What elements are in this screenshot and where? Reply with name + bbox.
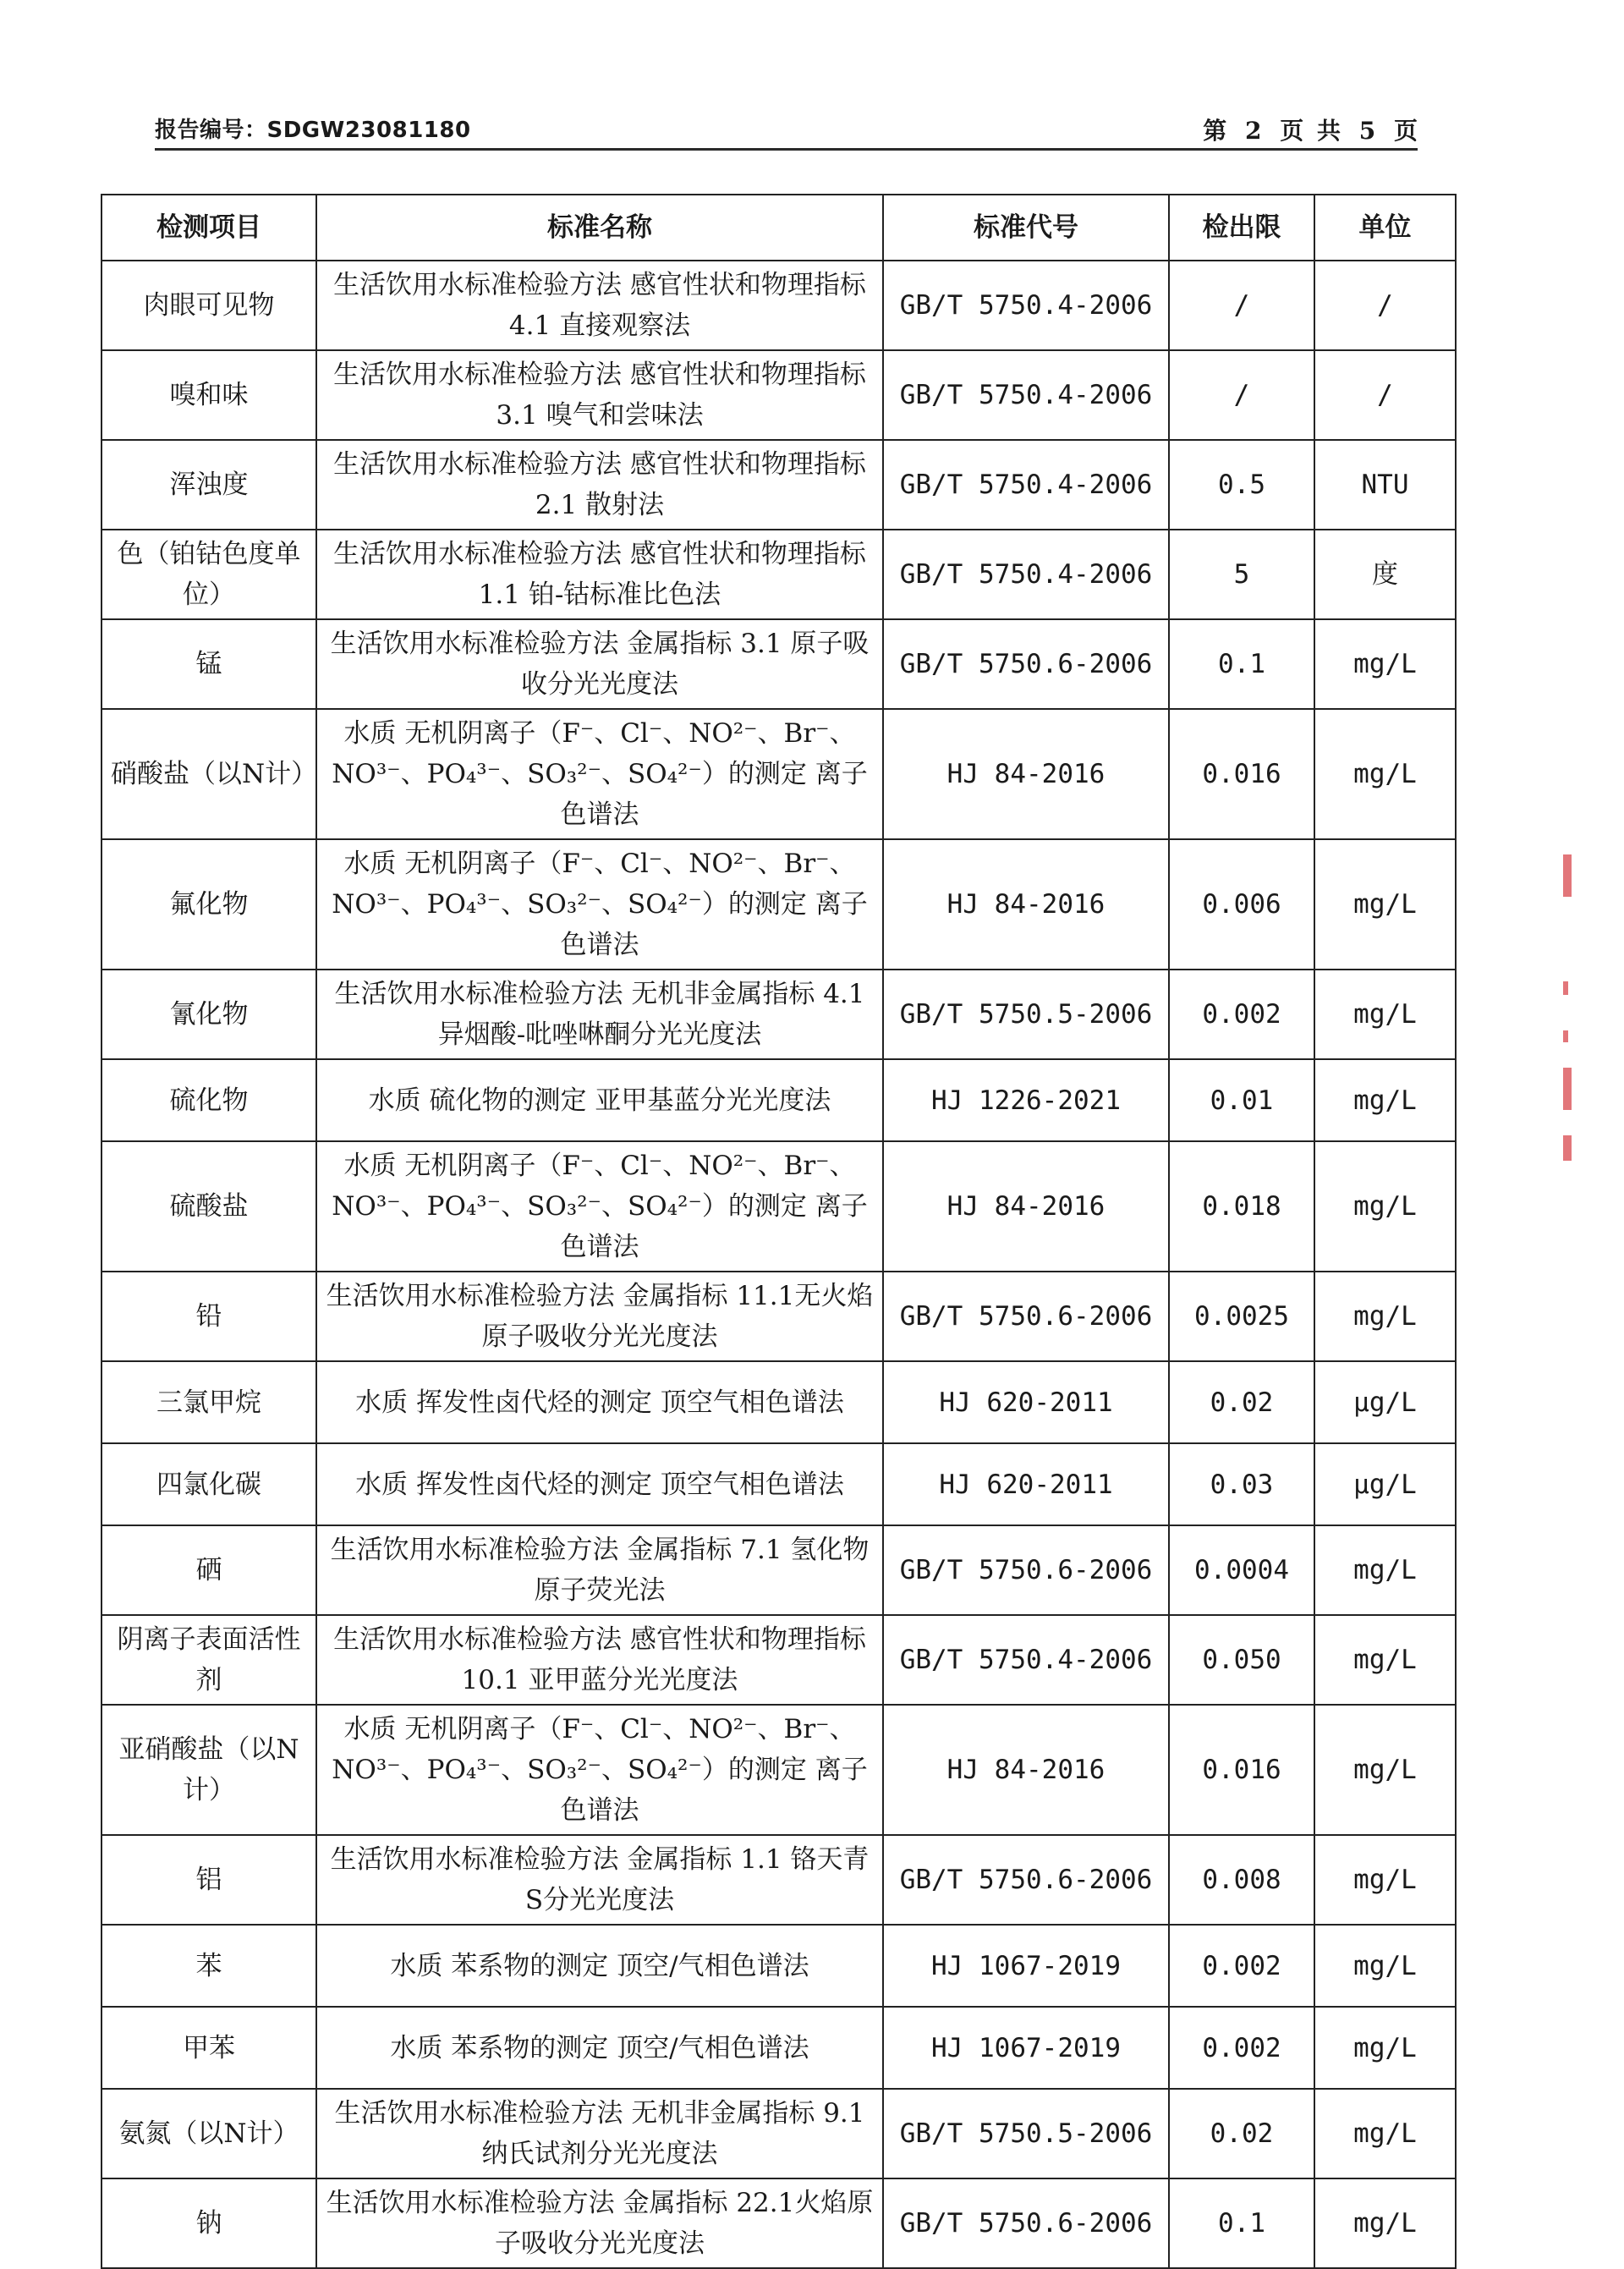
standard-code-cell: GB/T 5750.6-2006	[883, 619, 1169, 709]
unit-cell: mg/L	[1314, 2007, 1456, 2089]
test-item-cell: 三氯甲烷	[102, 1361, 316, 1443]
standard-code-cell: GB/T 5750.6-2006	[883, 1272, 1169, 1361]
detection-limit-cell: 0.03	[1169, 1443, 1314, 1525]
test-item-cell: 肉眼可见物	[102, 261, 316, 350]
table-row	[102, 619, 1456, 709]
detection-limit-cell: 0.1	[1169, 2178, 1314, 2268]
standard-code-cell: GB/T 5750.6-2006	[883, 2178, 1169, 2268]
unit-cell: mg/L	[1314, 970, 1456, 1059]
detection-limit-cell: 0.018	[1169, 1141, 1314, 1272]
test-item-cell: 铅	[102, 1272, 316, 1361]
table-row	[102, 1835, 1456, 1925]
standard-name-cell: 生活饮用水标准检验方法 金属指标 7.1 氢化物原子荧光法	[316, 1525, 883, 1615]
test-item-cell: 氨氮（以N计）	[102, 2089, 316, 2178]
standard-name-cell: 生活饮用水标准检验方法 金属指标 11.1无火焰原子吸收分光光度法	[316, 1272, 883, 1361]
standard-name-cell: 水质 挥发性卤代烃的测定 顶空气相色谱法	[316, 1443, 883, 1525]
unit-cell: NTU	[1314, 440, 1456, 530]
standard-name-cell: 水质 挥发性卤代烃的测定 顶空气相色谱法	[316, 1361, 883, 1443]
column-header: 检出限	[1169, 195, 1314, 261]
standard-code-cell: HJ 1226-2021	[883, 1059, 1169, 1141]
test-item-cell: 硫化物	[102, 1059, 316, 1141]
page-current: 2	[1245, 117, 1262, 145]
standard-name-cell: 生活饮用水标准检验方法 金属指标 3.1 原子吸收分光光度法	[316, 619, 883, 709]
seal-stamp-mark	[1563, 1030, 1568, 1042]
page-mid: 页 共	[1280, 117, 1341, 145]
detection-limit-cell: 0.008	[1169, 1835, 1314, 1925]
standard-name-cell: 水质 无机阴离子（F⁻、Cl⁻、NO²⁻、Br⁻、NO³⁻、PO₄³⁻、SO₃²⁻、SO₄²⁻）的测定 离子色谱法	[316, 709, 883, 839]
standard-code-cell: HJ 1067-2019	[883, 2007, 1169, 2089]
detection-limit-cell: 0.01	[1169, 1059, 1314, 1141]
test-item-cell: 铝	[102, 1835, 316, 1925]
standard-name-cell: 生活饮用水标准检验方法 感官性状和物理指标 4.1 直接观察法	[316, 261, 883, 350]
detection-limit-cell: 0.002	[1169, 2007, 1314, 2089]
detection-limit-cell: /	[1169, 350, 1314, 440]
test-item-cell: 苯	[102, 1925, 316, 2007]
standard-name-cell: 水质 无机阴离子（F⁻、Cl⁻、NO²⁻、Br⁻、NO³⁻、PO₄³⁻、SO₃²⁻、SO₄²⁻）的测定 离子色谱法	[316, 1705, 883, 1835]
page-suffix: 页	[1393, 117, 1418, 145]
seal-stamp-mark	[1563, 1068, 1572, 1110]
table-header-row	[102, 195, 1456, 261]
standard-code-cell: GB/T 5750.4-2006	[883, 530, 1169, 619]
table-row	[102, 1272, 1456, 1361]
test-item-cell: 嗅和味	[102, 350, 316, 440]
detection-limit-cell: 0.0025	[1169, 1272, 1314, 1361]
table-row	[102, 709, 1456, 839]
table-row	[102, 1705, 1456, 1835]
standard-code-cell: HJ 84-2016	[883, 839, 1169, 970]
unit-cell: mg/L	[1314, 839, 1456, 970]
report-number: 报告编号：SDGW23081180	[155, 118, 471, 143]
standard-name-cell: 水质 无机阴离子（F⁻、Cl⁻、NO²⁻、Br⁻、NO³⁻、PO₄³⁻、SO₃²⁻、SO₄²⁻）的测定 离子色谱法	[316, 839, 883, 970]
standard-name-cell: 生活饮用水标准检验方法 金属指标 1.1 铬天青S分光光度法	[316, 1835, 883, 1925]
unit-cell: mg/L	[1314, 1835, 1456, 1925]
unit-cell: /	[1314, 350, 1456, 440]
column-header: 单位	[1314, 195, 1456, 261]
detection-limit-cell: 0.02	[1169, 2089, 1314, 2178]
standard-code-cell: GB/T 5750.4-2006	[883, 261, 1169, 350]
detection-limit-cell: 0.0004	[1169, 1525, 1314, 1615]
unit-cell: /	[1314, 261, 1456, 350]
standard-name-cell: 水质 苯系物的测定 顶空/气相色谱法	[316, 2007, 883, 2089]
test-item-cell: 硝酸盐（以N计）	[102, 709, 316, 839]
test-item-cell: 甲苯	[102, 2007, 316, 2089]
test-item-cell: 阴离子表面活性剂	[102, 1615, 316, 1705]
table-row	[102, 970, 1456, 1059]
test-item-cell: 硒	[102, 1525, 316, 1615]
standard-code-cell: GB/T 5750.5-2006	[883, 970, 1169, 1059]
detection-limit-cell: 0.050	[1169, 1615, 1314, 1705]
page-prefix: 第	[1203, 117, 1227, 145]
table-row	[102, 2007, 1456, 2089]
column-header: 检测项目	[102, 195, 316, 261]
table-row	[102, 440, 1456, 530]
unit-cell: mg/L	[1314, 1705, 1456, 1835]
table-row	[102, 2089, 1456, 2178]
unit-cell: mg/L	[1314, 1925, 1456, 2007]
seal-stamp-mark	[1563, 1135, 1572, 1161]
standard-code-cell: HJ 84-2016	[883, 1141, 1169, 1272]
standard-code-cell: HJ 1067-2019	[883, 1925, 1169, 2007]
detection-limit-cell: 0.016	[1169, 1705, 1314, 1835]
page-header	[155, 106, 1418, 151]
unit-cell: μg/L	[1314, 1443, 1456, 1525]
column-header: 标准名称	[316, 195, 883, 261]
table-row	[102, 261, 1456, 350]
table-row	[102, 1361, 1456, 1443]
standard-code-cell: HJ 620-2011	[883, 1443, 1169, 1525]
test-item-cell: 氰化物	[102, 970, 316, 1059]
table-row	[102, 530, 1456, 619]
standard-code-cell: GB/T 5750.5-2006	[883, 2089, 1169, 2178]
standard-code-cell: HJ 84-2016	[883, 1705, 1169, 1835]
test-methods-table	[101, 194, 1457, 2269]
table-row	[102, 1141, 1456, 1272]
table-row	[102, 1443, 1456, 1525]
table-row	[102, 1615, 1456, 1705]
standard-name-cell: 生活饮用水标准检验方法 无机非金属指标 9.1 纳氏试剂分光光度法	[316, 2089, 883, 2178]
unit-cell: μg/L	[1314, 1361, 1456, 1443]
column-header: 标准代号	[883, 195, 1169, 261]
standard-code-cell: HJ 620-2011	[883, 1361, 1169, 1443]
unit-cell: 度	[1314, 530, 1456, 619]
standard-code-cell: GB/T 5750.4-2006	[883, 350, 1169, 440]
standard-name-cell: 生活饮用水标准检验方法 感官性状和物理指标 1.1 铂-钴标准比色法	[316, 530, 883, 619]
detection-limit-cell: 0.002	[1169, 970, 1314, 1059]
standard-code-cell: GB/T 5750.4-2006	[883, 1615, 1169, 1705]
unit-cell: mg/L	[1314, 619, 1456, 709]
standard-name-cell: 生活饮用水标准检验方法 感官性状和物理指标 2.1 散射法	[316, 440, 883, 530]
unit-cell: mg/L	[1314, 1525, 1456, 1615]
unit-cell: mg/L	[1314, 1141, 1456, 1272]
test-item-cell: 氟化物	[102, 839, 316, 970]
detection-limit-cell: /	[1169, 261, 1314, 350]
standard-code-cell: GB/T 5750.6-2006	[883, 1525, 1169, 1615]
table-row	[102, 2178, 1456, 2268]
test-item-cell: 四氯化碳	[102, 1443, 316, 1525]
seal-stamp-mark	[1563, 854, 1572, 897]
standard-code-cell: GB/T 5750.4-2006	[883, 440, 1169, 530]
test-item-cell: 锰	[102, 619, 316, 709]
seal-stamp-mark	[1563, 981, 1568, 995]
page-total: 5	[1358, 117, 1376, 145]
test-item-cell: 钠	[102, 2178, 316, 2268]
standard-name-cell: 生活饮用水标准检验方法 金属指标 22.1火焰原子吸收分光光度法	[316, 2178, 883, 2268]
standard-name-cell: 水质 无机阴离子（F⁻、Cl⁻、NO²⁻、Br⁻、NO³⁻、PO₄³⁻、SO₃²⁻、SO₄²⁻）的测定 离子色谱法	[316, 1141, 883, 1272]
page-indicator	[1198, 113, 1418, 146]
test-item-cell: 亚硝酸盐（以N计）	[102, 1705, 316, 1835]
unit-cell: mg/L	[1314, 1615, 1456, 1705]
detection-limit-cell: 0.002	[1169, 1925, 1314, 2007]
detection-limit-cell: 0.1	[1169, 619, 1314, 709]
standard-name-cell: 生活饮用水标准检验方法 感官性状和物理指标 3.1 嗅气和尝味法	[316, 350, 883, 440]
detection-limit-cell: 0.5	[1169, 440, 1314, 530]
detection-limit-cell: 0.02	[1169, 1361, 1314, 1443]
unit-cell: mg/L	[1314, 1059, 1456, 1141]
detection-limit-cell: 0.006	[1169, 839, 1314, 970]
table-row	[102, 350, 1456, 440]
standard-name-cell: 水质 硫化物的测定 亚甲基蓝分光光度法	[316, 1059, 883, 1141]
test-item-cell: 色（铂钴色度单位）	[102, 530, 316, 619]
table-body	[102, 261, 1456, 2268]
test-item-cell: 浑浊度	[102, 440, 316, 530]
test-item-cell: 硫酸盐	[102, 1141, 316, 1272]
unit-cell: mg/L	[1314, 2089, 1456, 2178]
standard-code-cell: GB/T 5750.6-2006	[883, 1835, 1169, 1925]
unit-cell: mg/L	[1314, 2178, 1456, 2268]
detection-limit-cell: 0.016	[1169, 709, 1314, 839]
detection-limit-cell: 5	[1169, 530, 1314, 619]
table-row	[102, 1525, 1456, 1615]
table-row	[102, 839, 1456, 970]
table-row	[102, 1925, 1456, 2007]
standard-name-cell: 水质 苯系物的测定 顶空/气相色谱法	[316, 1925, 883, 2007]
standard-name-cell: 生活饮用水标准检验方法 感官性状和物理指标 10.1 亚甲蓝分光光度法	[316, 1615, 883, 1705]
standard-name-cell: 生活饮用水标准检验方法 无机非金属指标 4.1 异烟酸-吡唑啉酮分光光度法	[316, 970, 883, 1059]
unit-cell: mg/L	[1314, 709, 1456, 839]
table-row	[102, 1059, 1456, 1141]
unit-cell: mg/L	[1314, 1272, 1456, 1361]
standard-code-cell: HJ 84-2016	[883, 709, 1169, 839]
